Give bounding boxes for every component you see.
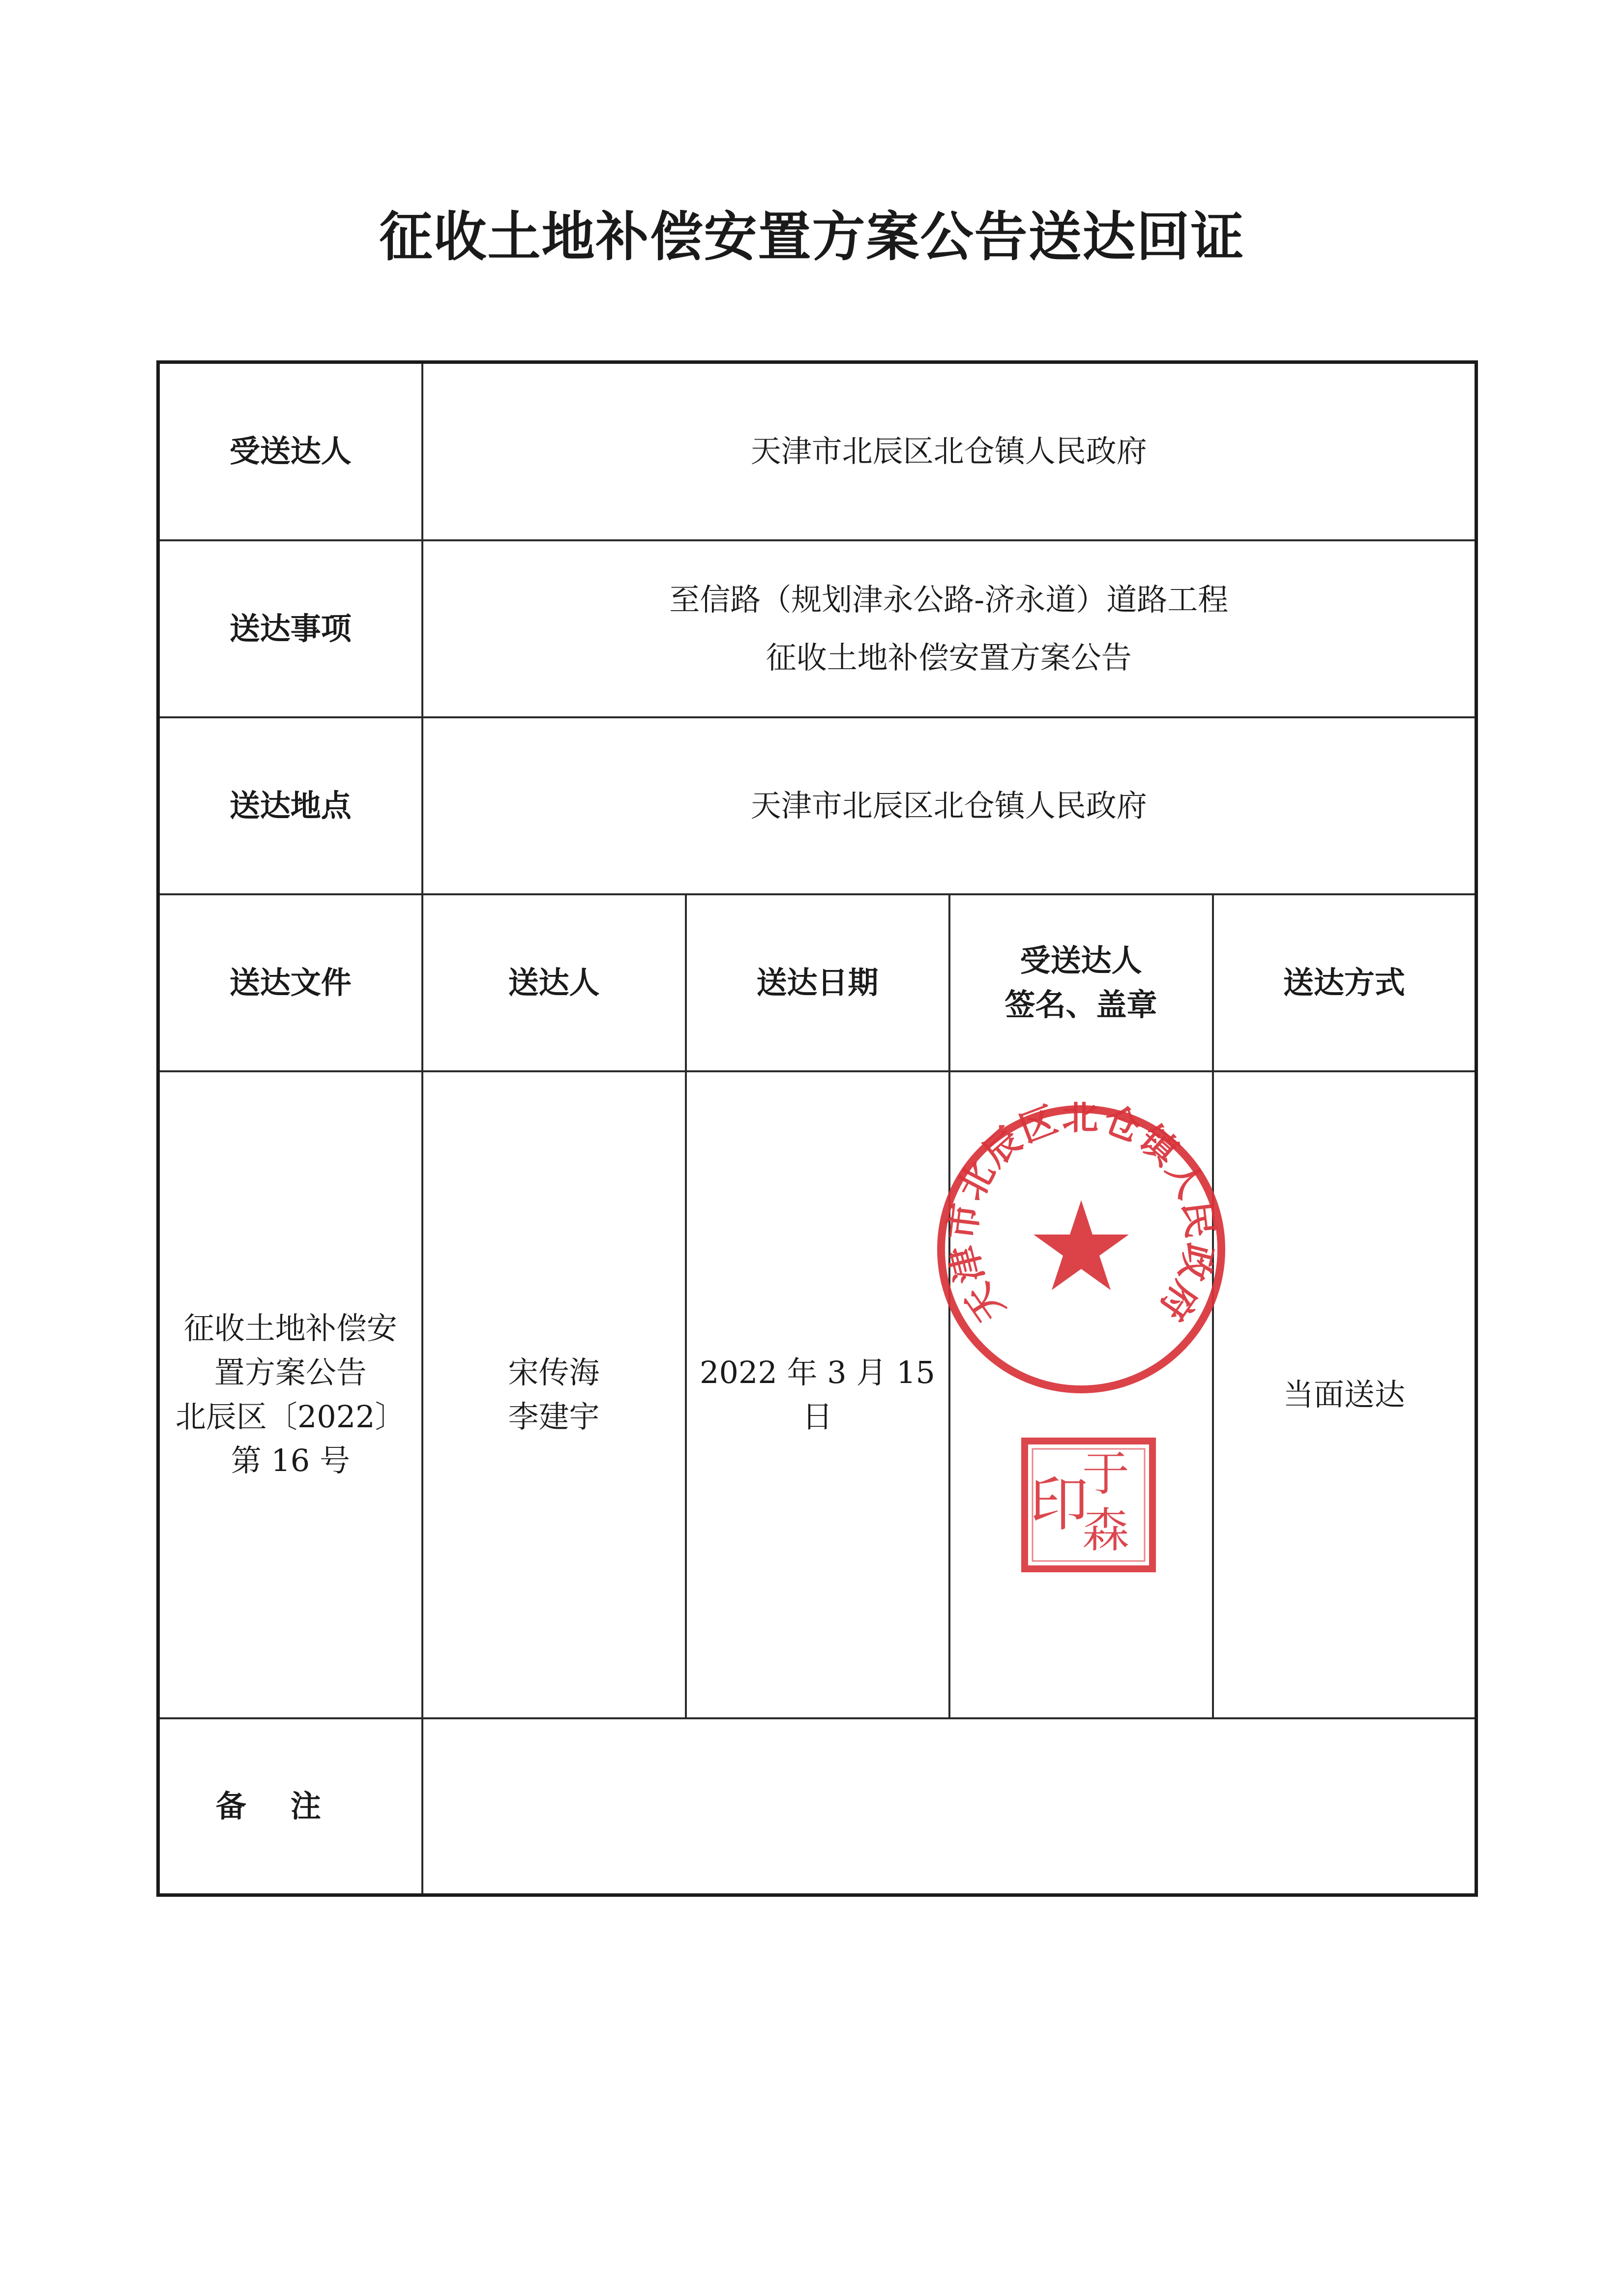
- location-row: [158, 717, 1476, 894]
- svg-text:于: 于: [1082, 1446, 1129, 1501]
- entry-document: [158, 1071, 422, 1718]
- column-header-signature: [949, 894, 1213, 1071]
- remarks-row: [158, 1718, 1476, 1895]
- official-seal-text: 天津市北辰区北仓镇人民政府: [940, 1101, 1222, 1330]
- remarks-value: [422, 1718, 1476, 1895]
- matter-line-2: 征收土地补偿安置方案公告: [766, 639, 1132, 676]
- entry-document-line-4: 第 16 号: [231, 1442, 350, 1479]
- column-header-row: [158, 894, 1476, 1071]
- remarks-label: 备注: [158, 1718, 422, 1895]
- matter-row: [158, 540, 1476, 717]
- personal-seal: [1020, 1436, 1157, 1574]
- service-receipt-table: [156, 360, 1478, 1897]
- entry-row: [158, 1071, 1476, 1718]
- entry-document-line-3: 北辰区〔2022〕: [175, 1398, 406, 1435]
- column-header-signature-line-1: 受送达人: [1020, 942, 1142, 978]
- svg-text:印: 印: [1029, 1470, 1089, 1539]
- column-header-date: 送达日期: [686, 894, 949, 1071]
- column-header-server: 送达人: [422, 894, 686, 1071]
- matter-label: 送达事项: [158, 540, 422, 717]
- column-header-method: 送达方式: [1213, 894, 1476, 1071]
- column-header-signature-line-2: 签名、盖章: [1004, 986, 1157, 1023]
- entry-server-line-2: 李建宇: [508, 1398, 600, 1435]
- entry-document-line-1: 征收土地补偿安: [183, 1310, 397, 1346]
- recipient-value: 天津市北辰区北仓镇人民政府: [422, 362, 1476, 540]
- official-seal: [934, 1102, 1229, 1397]
- recipient-row: [158, 362, 1476, 540]
- location-value: 天津市北辰区北仓镇人民政府: [422, 717, 1476, 894]
- column-header-document: 送达文件: [158, 894, 422, 1071]
- entry-method: 当面送达: [1213, 1071, 1476, 1718]
- entry-server: [422, 1071, 686, 1718]
- entry-server-line-1: 宋传海: [508, 1354, 600, 1390]
- entry-date: 2022 年 3 月 15 日: [686, 1071, 949, 1718]
- matter-line-1: 至信路（规划津永公路-济永道）道路工程: [669, 581, 1229, 618]
- entry-document-line-2: 置方案公告: [214, 1354, 367, 1390]
- matter-value: [422, 540, 1476, 717]
- entry-signature: [940, 1071, 1222, 1718]
- location-label: 送达地点: [158, 717, 422, 894]
- page-title: 征收土地补偿安置方案公告送达回证: [379, 206, 1245, 268]
- svg-text:森: 森: [1082, 1502, 1129, 1558]
- recipient-label: 受送达人: [158, 362, 422, 540]
